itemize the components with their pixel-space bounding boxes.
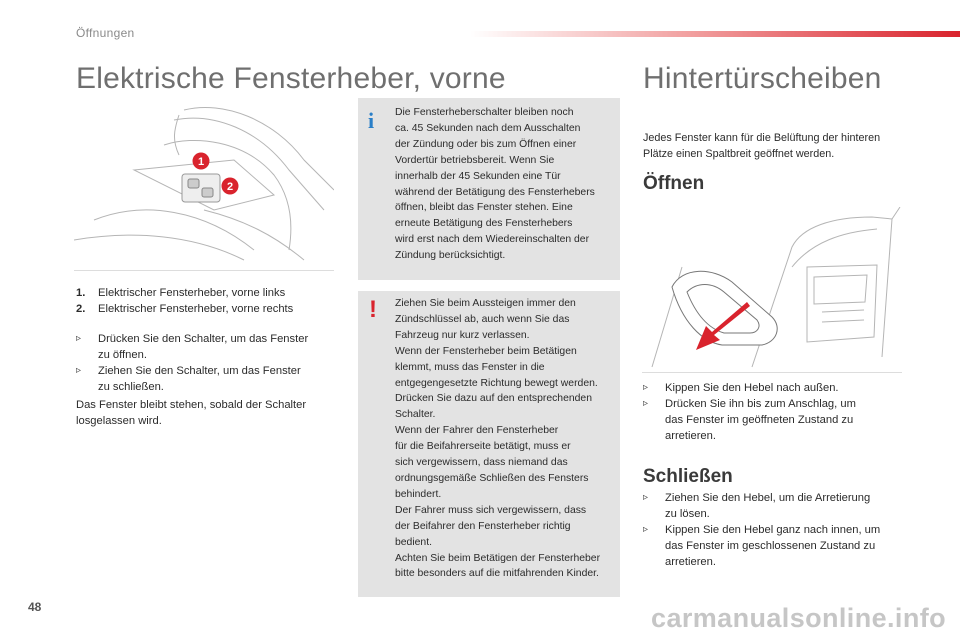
intro-line: Jedes Fenster kann für die Belüftung der hinteren — [643, 132, 881, 144]
warning-line: Der Fahrer muss sich vergewissern, dass — [395, 504, 587, 516]
open-instructions — [643, 380, 923, 444]
instruction-text: Kippen Sie den Hebel nach außen. — [665, 382, 839, 394]
marker-1-label: 1 — [197, 156, 205, 168]
instruction-text: zu öffnen. — [98, 349, 147, 361]
warning-line: der Beifahrer den Fensterheber richtig — [395, 520, 571, 532]
instruction-item — [76, 363, 346, 395]
instruction-item — [643, 490, 923, 522]
page-title-right: Hintertürscheiben — [643, 62, 882, 95]
info-line: öffnen, bleibt das Fenster stehen. Eine — [395, 202, 573, 214]
instruction-text: das Fenster im geöffneten Zustand zu — [665, 414, 854, 426]
warning-line: sich vergewissern, dass niemand das — [395, 457, 568, 469]
instruction-text: zu lösen. — [665, 508, 710, 520]
bullet-arrow-icon: ▹ — [76, 365, 82, 376]
watermark: carmanualsonline.info — [651, 603, 946, 633]
warning-line: ordnungsgemäße Schließen des Fensters — [395, 472, 589, 484]
instruction-text: das Fenster im geschlossenen Zustand zu — [665, 540, 876, 552]
info-text — [395, 105, 617, 264]
heading-close: Schließen — [643, 466, 733, 487]
instruction-text: arretieren. — [665, 430, 716, 442]
instruction-text: Drücken Sie ihn bis zum Anschlag, um — [665, 398, 856, 410]
instruction-text: arretieren. — [665, 556, 716, 568]
note-line: losgelassen wird. — [76, 415, 162, 427]
front-window-switch-illustration — [74, 100, 334, 271]
info-line: wird erst nach dem Wiedereinschalten der — [395, 234, 590, 246]
warning-text — [395, 296, 618, 582]
warning-line: Wenn der Fensterheber beim Betätigen — [395, 345, 577, 357]
bullet-arrow-icon: ▹ — [76, 333, 82, 344]
warning-line: behindert. — [395, 488, 442, 500]
warning-line: bedient. — [395, 536, 432, 548]
legend-number: 2. — [76, 303, 86, 315]
warning-box — [358, 291, 620, 597]
section-accent-bar — [470, 31, 960, 37]
instruction-text: Ziehen Sie den Hebel, um die Arretierung — [665, 492, 871, 504]
info-icon: i — [368, 108, 375, 133]
instruction-item — [643, 380, 923, 396]
release-note — [76, 397, 351, 429]
warning-line: klemmt, muss das Fenster in die — [395, 361, 545, 373]
info-line: erneute Betätigung des Fensterhebers — [395, 218, 573, 230]
warning-line: Zündschlüssel ab, auch wenn Sie das — [395, 313, 570, 325]
bullet-arrow-icon: ▹ — [643, 382, 649, 393]
info-line: ca. 45 Sekunden nach dem Ausschalten — [395, 122, 581, 134]
close-instructions — [643, 490, 923, 570]
warning-line: Achten Sie beim Betätigen der Fensterheber — [395, 552, 601, 564]
legend-number: 1. — [76, 287, 86, 299]
rear-window-intro — [643, 130, 923, 162]
info-line: innerhalb der 45 Sekunden eine Tür — [395, 170, 561, 182]
legend-text: Elektrischer Fensterheber, vorne rechts — [98, 303, 294, 315]
warning-line: Ziehen Sie beim Aussteigen immer den — [395, 298, 576, 309]
instruction-text: Ziehen Sie den Schalter, um das Fenster — [98, 365, 301, 377]
info-line: während der Betätigung des Fensterhebers — [395, 186, 595, 198]
page-title-left: Elektrische Fensterheber, vorne — [76, 62, 506, 95]
instruction-text: Drücken Sie den Schalter, um das Fenster — [98, 333, 309, 345]
info-line: Zündung berücksichtigt. — [395, 250, 506, 262]
instruction-text: Kippen Sie den Hebel ganz nach innen, um — [665, 524, 881, 536]
bullet-arrow-icon: ▹ — [643, 524, 649, 535]
note-line: Das Fenster bleibt stehen, sobald der Schalter — [76, 399, 307, 411]
warning-line: für die Beifahrerseite betätigt, muss er — [395, 441, 571, 453]
rear-door-drawing — [642, 207, 902, 372]
info-line: Vordertür betriebsbereit. Wenn Sie — [395, 154, 555, 166]
intro-line: Plätze einen Spaltbreit geöffnet werden. — [643, 148, 835, 160]
section-label: Öffnungen — [76, 26, 135, 40]
warning-line: Wenn der Fahrer den Fensterheber — [395, 425, 559, 437]
instruction-item — [643, 396, 923, 444]
warning-line: Schalter. — [395, 409, 436, 421]
info-line: der Zündung oder bis zum Öffnen einer — [395, 138, 577, 150]
marker-2-label: 2 — [226, 181, 234, 193]
instruction-text: zu schließen. — [98, 381, 164, 393]
legend-item — [76, 285, 346, 301]
info-line: Die Fensterheberschalter bleiben noch — [395, 107, 574, 118]
instruction-list — [76, 331, 346, 395]
warning-line: Drücken Sie dazu auf den entsprechenden — [395, 393, 592, 405]
bullet-arrow-icon: ▹ — [643, 398, 649, 409]
legend-text: Elektrischer Fensterheber, vorne links — [98, 287, 286, 299]
warning-line: entgegengesetzte Richtung bewegt werden. — [395, 377, 598, 389]
legend-item — [76, 301, 346, 317]
warning-icon: ! — [369, 296, 377, 323]
bullet-arrow-icon: ▹ — [643, 492, 649, 503]
instruction-item — [643, 522, 923, 570]
heading-open: Öffnen — [643, 173, 705, 194]
warning-line: bitte besonders auf die mitfahrenden Kinder. — [395, 568, 599, 580]
rear-window-lever-illustration — [642, 207, 902, 373]
switch-legend — [76, 285, 346, 317]
info-box — [358, 98, 620, 280]
instruction-item — [76, 331, 346, 363]
page-number: 48 — [28, 600, 42, 614]
door-panel-drawing — [74, 100, 334, 270]
warning-line: Fahrzeug nur kurz verlassen. — [395, 329, 530, 341]
